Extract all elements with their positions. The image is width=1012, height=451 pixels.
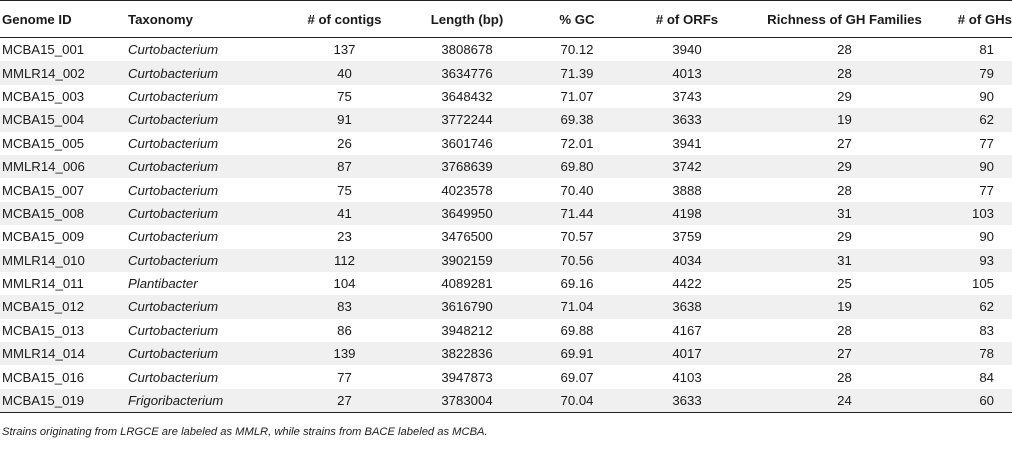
cell-orfs: 3888	[672, 182, 702, 198]
cell-genome-id: MCBA15_009	[2, 229, 85, 245]
cell-ghs: 84	[979, 369, 994, 385]
cell-gh-richness: 27	[757, 342, 932, 365]
cell-gc-percent: 71.44	[537, 202, 617, 225]
cell-contigs: 23	[337, 229, 352, 245]
cell-taxonomy: Curtobacterium	[122, 202, 292, 225]
cell-gh-richness: 29	[757, 155, 932, 178]
cell-gc-percent: 70.56	[537, 249, 617, 272]
cell-genome-id: MMLR14_011	[2, 276, 84, 292]
cell-length-bp: 3648432	[441, 88, 493, 104]
cell-ghs: 62	[932, 295, 1012, 318]
header-row	[0, 1, 1012, 38]
cell-gh-richness: 28	[837, 42, 852, 58]
cell-contigs: 112	[292, 249, 397, 272]
cell-contigs: 75	[337, 182, 352, 198]
cell-gc-percent: 71.07	[560, 88, 594, 104]
cell-taxonomy: Curtobacterium	[122, 295, 292, 318]
cell-ghs: 77	[979, 182, 994, 198]
cell-taxonomy: Curtobacterium	[122, 155, 292, 178]
cell-gc-percent: 69.88	[560, 322, 594, 338]
cell-gh-richness: 27	[837, 135, 852, 151]
cell-contigs: 40	[292, 61, 397, 84]
cell-contigs: 139	[292, 342, 397, 365]
cell-ghs: 60	[932, 389, 1012, 413]
cell-gc-percent: 69.91	[537, 342, 617, 365]
table-row	[0, 272, 1012, 295]
cell-orfs: 4034	[617, 249, 757, 272]
cell-gh-richness: 24	[757, 389, 932, 413]
cell-genome-id: MCBA15_012	[0, 295, 122, 318]
cell-ghs: 79	[932, 61, 1012, 84]
cell-gc-percent: 69.80	[537, 155, 617, 178]
cell-ghs: 78	[932, 342, 1012, 365]
table-row	[0, 319, 1012, 342]
cell-ghs: 81	[979, 42, 994, 58]
cell-orfs: 3633	[617, 389, 757, 413]
cell-orfs: 4198	[617, 202, 757, 225]
table-row	[0, 108, 1012, 131]
table-row	[0, 202, 1012, 225]
cell-orfs: 3941	[672, 135, 702, 151]
cell-gh-richness: 28	[837, 182, 852, 198]
table-row	[0, 365, 1012, 388]
cell-gh-richness: 29	[837, 229, 852, 245]
cell-contigs: 75	[337, 88, 352, 104]
table-row	[0, 249, 1012, 272]
cell-gc-percent: 72.01	[560, 135, 594, 151]
table-header	[0, 1, 1012, 38]
table-row	[0, 85, 1012, 108]
cell-contigs: 26	[337, 135, 352, 151]
cell-gh-richness: 31	[757, 202, 932, 225]
table-row	[0, 132, 1012, 155]
cell-gc-percent: 71.04	[537, 295, 617, 318]
cell-contigs: 27	[292, 389, 397, 413]
cell-orfs: 3759	[672, 229, 702, 245]
cell-gc-percent: 70.04	[537, 389, 617, 413]
column-header-gc-percent: % GC	[537, 1, 617, 38]
cell-genome-id: MCBA15_016	[2, 369, 85, 385]
cell-genome-id: MCBA15_001	[2, 42, 85, 58]
cell-genome-id: MCBA15_003	[2, 88, 85, 104]
cell-taxonomy: Plantibacter	[128, 276, 198, 292]
cell-orfs: 4422	[672, 276, 702, 292]
cell-ghs: 103	[932, 202, 1012, 225]
table-footnote: Strains originating from LRGCE are labeled as MMLR, while strains from BACE labeled as MCBA.	[2, 426, 488, 438]
column-header-orfs: # of ORFs	[617, 1, 757, 38]
cell-length-bp: 3601746	[441, 135, 493, 151]
table-row	[0, 389, 1012, 413]
table-row	[0, 155, 1012, 178]
cell-taxonomy: Curtobacterium	[128, 322, 219, 338]
cell-genome-id: MCBA15_008	[0, 202, 122, 225]
cell-ghs: 105	[971, 276, 994, 292]
cell-gc-percent: 71.39	[537, 61, 617, 84]
cell-taxonomy: Curtobacterium	[128, 182, 219, 198]
cell-contigs: 137	[333, 42, 356, 58]
cell-orfs: 3633	[617, 108, 757, 131]
cell-genome-id: MCBA15_013	[2, 322, 85, 338]
cell-orfs: 3743	[672, 88, 702, 104]
cell-gh-richness: 28	[837, 369, 852, 385]
table-row	[0, 178, 1012, 201]
column-header-length-bp: Length (bp)	[397, 1, 537, 38]
cell-orfs: 3940	[672, 42, 702, 58]
cell-contigs: 41	[292, 202, 397, 225]
cell-taxonomy: Curtobacterium	[122, 249, 292, 272]
table-row	[0, 38, 1012, 62]
cell-orfs: 4017	[617, 342, 757, 365]
cell-length-bp: 3808678	[441, 42, 493, 58]
cell-ghs: 90	[932, 155, 1012, 178]
cell-orfs: 3742	[617, 155, 757, 178]
cell-taxonomy: Curtobacterium	[128, 88, 219, 104]
cell-taxonomy: Curtobacterium	[122, 342, 292, 365]
cell-contigs: 87	[292, 155, 397, 178]
cell-length-bp: 3783004	[397, 389, 537, 413]
cell-length-bp: 3947873	[441, 369, 493, 385]
cell-contigs: 104	[333, 276, 356, 292]
cell-length-bp: 4023578	[441, 182, 493, 198]
cell-genome-id: MCBA15_004	[0, 108, 122, 131]
cell-length-bp: 3649950	[397, 202, 537, 225]
cell-length-bp: 3822836	[397, 342, 537, 365]
cell-contigs: 91	[292, 108, 397, 131]
cell-taxonomy: Curtobacterium	[128, 229, 219, 245]
cell-gh-richness: 19	[757, 108, 932, 131]
cell-genome-id: MCBA15_005	[2, 135, 85, 151]
cell-genome-id: MMLR14_010	[0, 249, 122, 272]
table-row	[0, 225, 1012, 248]
cell-ghs: 62	[932, 108, 1012, 131]
column-header-gh-richness: Richness of GH Families	[757, 1, 932, 38]
column-header-taxonomy: Taxonomy	[122, 1, 292, 38]
cell-gc-percent: 69.38	[537, 108, 617, 131]
cell-length-bp: 3948212	[441, 322, 493, 338]
cell-genome-id: MMLR14_006	[0, 155, 122, 178]
cell-contigs: 83	[292, 295, 397, 318]
cell-length-bp: 3634776	[397, 61, 537, 84]
cell-gc-percent: 70.40	[560, 182, 594, 198]
cell-taxonomy: Curtobacterium	[128, 42, 219, 58]
cell-orfs: 4103	[672, 369, 702, 385]
cell-gc-percent: 69.07	[560, 369, 594, 385]
cell-taxonomy: Curtobacterium	[128, 135, 219, 151]
cell-ghs: 90	[979, 88, 994, 104]
table-row	[0, 61, 1012, 84]
cell-gh-richness: 29	[837, 88, 852, 104]
column-header-ghs: # of GHs	[932, 1, 1012, 38]
cell-ghs: 77	[979, 135, 994, 151]
cell-contigs: 77	[337, 369, 352, 385]
cell-orfs: 3638	[617, 295, 757, 318]
cell-gc-percent: 70.57	[560, 229, 594, 245]
cell-ghs: 90	[979, 229, 994, 245]
cell-gh-richness: 19	[757, 295, 932, 318]
cell-ghs: 93	[932, 249, 1012, 272]
cell-length-bp: 3772244	[397, 108, 537, 131]
cell-gc-percent: 69.16	[560, 276, 594, 292]
cell-taxonomy: Curtobacterium	[122, 61, 292, 84]
cell-genome-id: MMLR14_002	[0, 61, 122, 84]
cell-taxonomy: Frigoribacterium	[122, 389, 292, 413]
cell-length-bp: 3902159	[397, 249, 537, 272]
cell-gh-richness: 25	[837, 276, 852, 292]
cell-gh-richness: 28	[757, 61, 932, 84]
table-row	[0, 295, 1012, 318]
cell-gh-richness: 28	[837, 322, 852, 338]
cell-length-bp: 3616790	[397, 295, 537, 318]
cell-ghs: 83	[979, 322, 994, 338]
cell-orfs: 4167	[672, 322, 702, 338]
cell-genome-id: MCBA15_019	[0, 389, 122, 413]
cell-genome-id: MCBA15_007	[2, 182, 85, 198]
table-body	[0, 38, 1012, 413]
cell-length-bp: 3476500	[441, 229, 493, 245]
column-header-genome-id: Genome ID	[0, 1, 122, 38]
cell-taxonomy: Curtobacterium	[122, 108, 292, 131]
table-row	[0, 342, 1012, 365]
cell-taxonomy: Curtobacterium	[128, 369, 219, 385]
cell-genome-id: MMLR14_014	[0, 342, 122, 365]
cell-orfs: 4013	[617, 61, 757, 84]
cell-gc-percent: 70.12	[560, 42, 594, 58]
cell-gh-richness: 31	[757, 249, 932, 272]
cell-length-bp: 3768639	[397, 155, 537, 178]
cell-contigs: 86	[337, 322, 352, 338]
column-header-contigs: # of contigs	[292, 1, 397, 38]
cell-length-bp: 4089281	[441, 276, 493, 292]
